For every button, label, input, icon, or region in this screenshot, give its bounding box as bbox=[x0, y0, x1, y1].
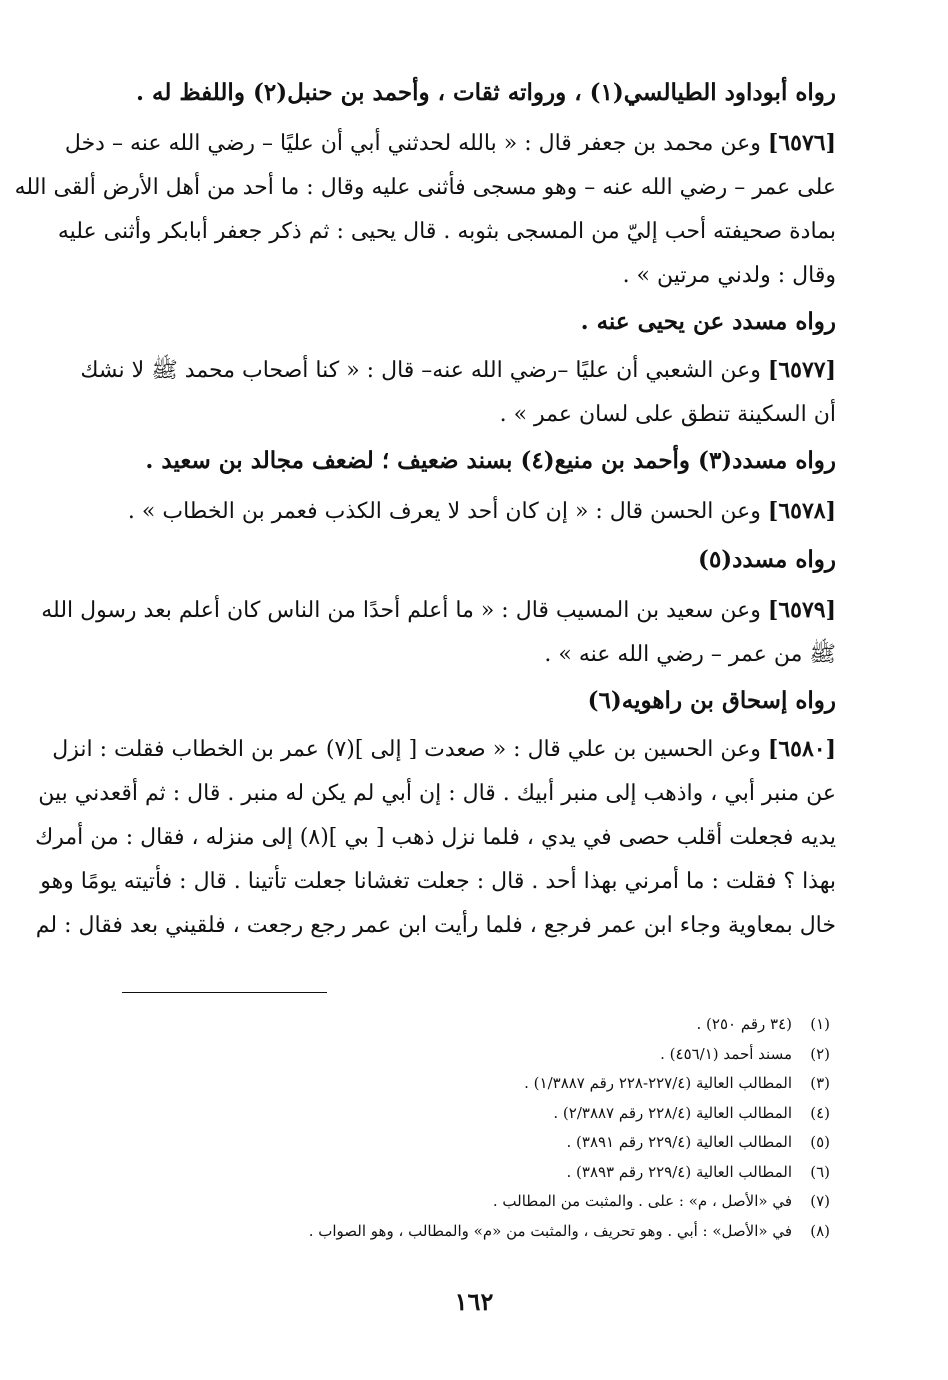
footnote-number: (٨) bbox=[810, 1221, 830, 1240]
hadith-number: [٦٥٧٩] bbox=[767, 597, 836, 623]
narration bbox=[68, 681, 836, 721]
text-line: [٦٥٧٦] وعن محمد بن جعفر قال : « بالله لحدثني أبي أن عليًا – رضي الله عنه – دخل bbox=[64, 130, 836, 156]
footnote-number: (٥) bbox=[810, 1133, 830, 1151]
hadith-6579 bbox=[41, 588, 836, 677]
footnote-text: المطالب العالية (٢٢٩/٤ رقم ٣٨٩٣) . bbox=[566, 1162, 792, 1181]
hadith-number: [٦٥٧٨] bbox=[767, 498, 836, 524]
text-line: خال بمعاوية وجاء ابن عمر فرجع ، فلما رأيت ابن عمر رجع رجعت ، فلقيني بعد فقال : لم bbox=[35, 913, 836, 938]
footnote-divider bbox=[122, 992, 327, 993]
text-line: رواه مسدد(٣) وأحمد بن منيع(٤) بسند ضعيف ؛ لضعف مجالد بن سعيد . bbox=[145, 447, 836, 474]
footnote-number: (٢) bbox=[810, 1044, 830, 1063]
footnote-number: (٧) bbox=[810, 1192, 830, 1210]
footnote bbox=[68, 1069, 830, 1099]
text-line: بهذا ؟ فقلت : ما أمرني بهذا أحد . قال : جعلت تغشانا جعلت تأتينا . قال : فأتيته يومًا وهو bbox=[40, 869, 836, 894]
footnote-number: (١) bbox=[810, 1015, 830, 1033]
text-line: رواه إسحاق بن راهويه(٦) bbox=[587, 687, 836, 714]
text-line: وقال : ولدني مرتين » . bbox=[622, 263, 836, 288]
footnote bbox=[68, 1010, 830, 1040]
main-text bbox=[14, 73, 836, 948]
footnote bbox=[68, 1217, 830, 1247]
footnote bbox=[68, 1158, 830, 1188]
footnote bbox=[68, 1099, 830, 1129]
footnote bbox=[68, 1040, 830, 1070]
text-line: رواه مسدد عن يحيى عنه . bbox=[580, 308, 836, 335]
hadith-number: [٦٥٨٠] bbox=[767, 736, 836, 762]
footnotes bbox=[68, 1010, 830, 1246]
footnote-text: (٣٤ رقم ٢٥٠) . bbox=[696, 1015, 792, 1033]
narration bbox=[68, 441, 836, 481]
footnote-text: في «الأصل ، م» : على . والمثبت من المطالب . bbox=[492, 1192, 792, 1210]
narration bbox=[68, 302, 836, 342]
footnote bbox=[68, 1128, 830, 1158]
hadith-6576 bbox=[14, 121, 836, 298]
footnote bbox=[68, 1187, 830, 1217]
text-line: على عمر – رضي الله عنه – وهو مسجى فأثنى عليه وقال : ما أحد من أهل الأرض ألقى الله bbox=[14, 175, 836, 200]
text-line: [٦٥٧٧] وعن الشعبي أن عليًا –رضي الله عنه– قال : « كنا أصحاب محمد ﷺ لا نشك bbox=[80, 357, 836, 383]
hadith-6578 bbox=[68, 489, 836, 534]
narration bbox=[68, 73, 836, 113]
narration bbox=[68, 540, 836, 580]
text-line: [٦٥٧٨] وعن الحسن قال : « إن كان أحد لا يعرف الكذب فعمر بن الخطاب » . bbox=[127, 498, 836, 524]
footnote-text: المطالب العالية (٢٢٩/٤ رقم ٣٨٩١) . bbox=[566, 1133, 792, 1151]
footnote-number: (٦) bbox=[810, 1162, 830, 1181]
text-line: عن منبر أبي ، واذهب إلى منبر أبيك . قال : إن أبي لم يكن له منبر . قال : ثم أقعدني بين bbox=[38, 781, 836, 806]
footnote-text: المطالب العالية (٢٢٨/٤ رقم ٢/٣٨٨٧) . bbox=[553, 1103, 792, 1122]
hadith-6580 bbox=[35, 727, 836, 948]
footnote-text: في «الأصل» : أبي . وهو تحريف ، والمثبت من «م» والمطالب ، وهو الصواب . bbox=[308, 1221, 792, 1240]
page-number: ١٦٢ bbox=[454, 1287, 494, 1316]
text-line: يديه فجعلت أقلب حصى في يدي ، فلما نزل ذهب [ بي ](٨) إلى منزله ، فقال : من أمرك bbox=[35, 825, 836, 850]
footnote-text: مسند أحمد (٤٥٦/١) . bbox=[660, 1044, 792, 1063]
text-line: ﷺ من عمر – رضي الله عنه » . bbox=[544, 642, 836, 667]
footnote-number: (٣) bbox=[810, 1074, 830, 1092]
text-line: رواه مسدد(٥) bbox=[698, 546, 836, 573]
text-line: بمادة صحيفته أحب إليّ من المسجى بثوبه . قال يحيى : ثم ذكر جعفر أبابكر وأثنى عليه bbox=[57, 219, 836, 244]
text-line: رواه أبوداود الطيالسي(١) ، ورواته ثقات ، وأحمد بن حنبل(٢) واللفظ له . bbox=[135, 79, 836, 106]
text-line: [٦٥٧٩] وعن سعيد بن المسيب قال : « ما أعلم أحدًا من الناس كان أعلم بعد رسول الله bbox=[41, 597, 836, 623]
footnote-text: المطالب العالية (٢٢٧/٤-٢٢٨ رقم ١/٣٨٨٧) . bbox=[524, 1074, 792, 1092]
hadith-number: [٦٥٧٧] bbox=[767, 357, 836, 383]
hadith-number: [٦٥٧٦] bbox=[767, 130, 836, 156]
text-line: أن السكينة تنطق على لسان عمر » . bbox=[499, 402, 836, 427]
text-line: [٦٥٨٠] وعن الحسين بن علي قال : « صعدت [ إلى ](٧) عمر بن الخطاب فقلت : انزل bbox=[52, 736, 836, 762]
hadith-6577 bbox=[68, 348, 836, 437]
footnote-number: (٤) bbox=[810, 1103, 830, 1122]
